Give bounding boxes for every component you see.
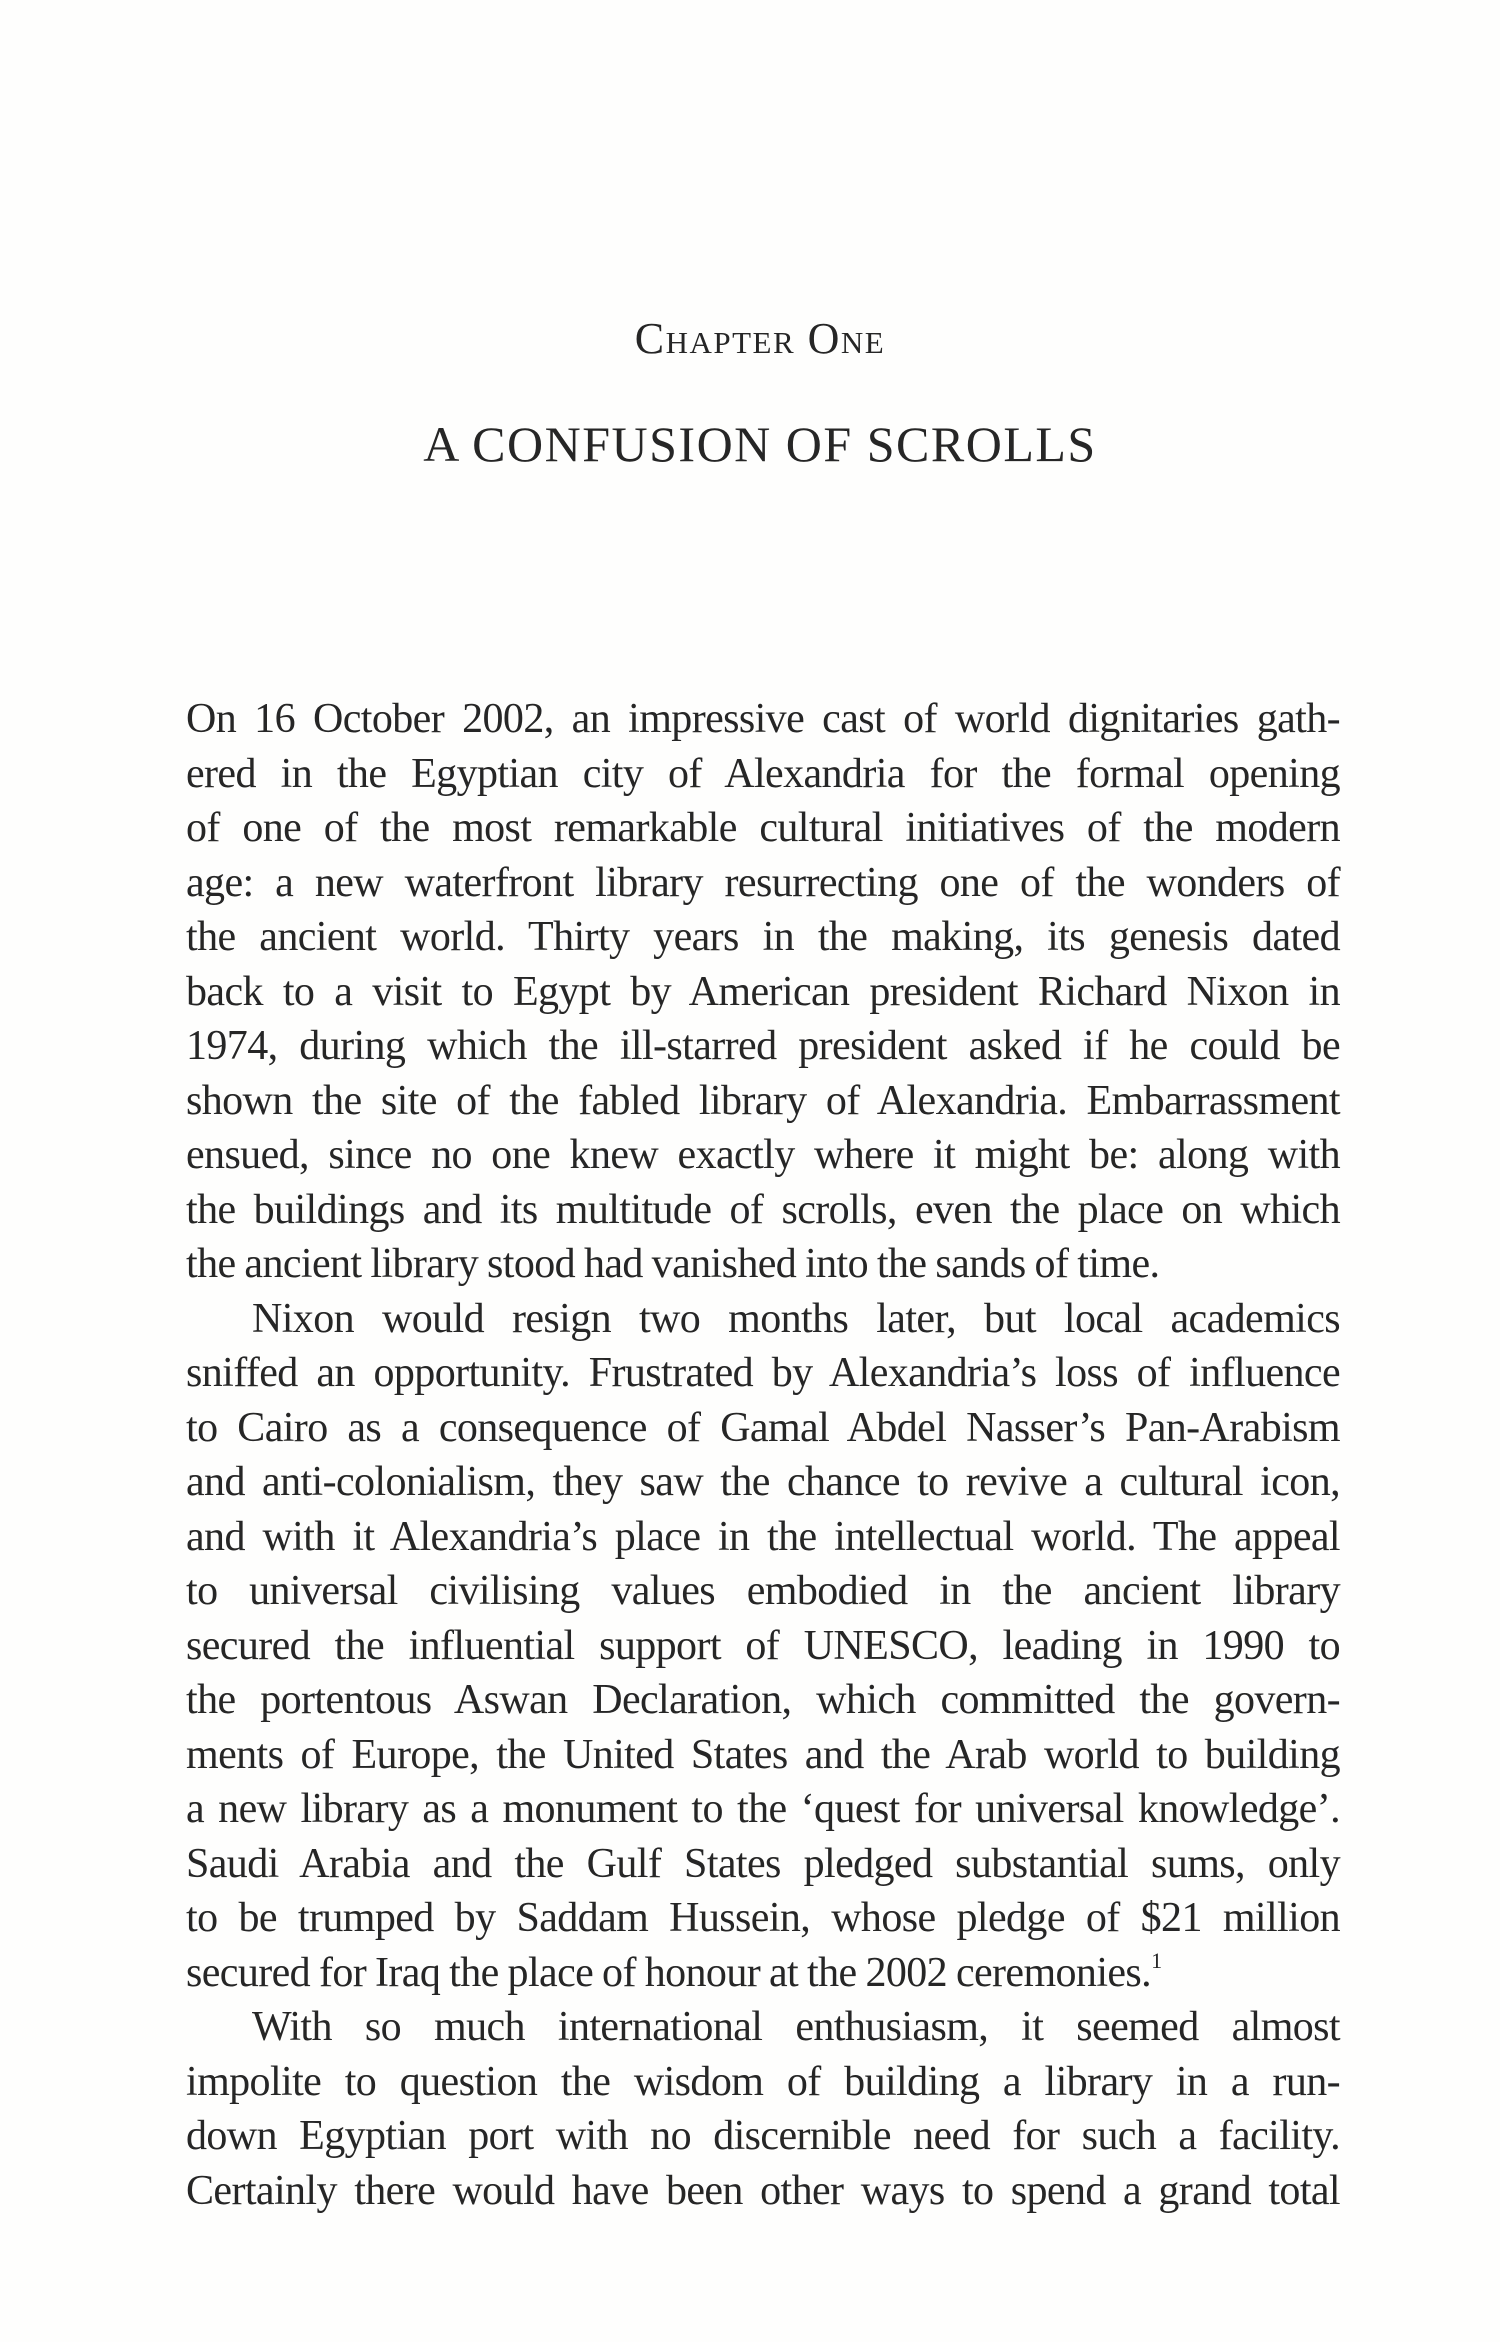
text-line: the ancient world. Thirty years in the making, its genesis dated (186, 914, 1340, 960)
paragraph-2 (186, 1292, 1340, 2001)
text-line: the ancient library stood had vanished into the sands of time. (186, 1241, 1160, 1287)
chapter-title: A CONFUSION OF SCROLLS (423, 416, 1097, 472)
text-line: secured for Iraq the place of honour at the 2002 ceremonies. (186, 1949, 1152, 1996)
text-line: ensued, since no one knew exactly where it might be: along with (186, 1132, 1340, 1178)
text-line: ments of Europe, the United States and the Arab world to building (186, 1731, 1340, 1778)
chapter-label: Chapter One (634, 314, 886, 363)
text-line: Saudi Arabia and the Gulf States pledged substantial sums, only (186, 1840, 1340, 1887)
text-line: and with it Alexandria’s place in the intellectual world. The appeal (186, 1513, 1340, 1560)
text-line: and anti-colonialism, they saw the chance to revive a cultural icon, (186, 1459, 1340, 1505)
text-line: to be trumped by Saddam Hussein, whose pledge of $21 million (186, 1895, 1340, 1941)
text-line: the buildings and its multitude of scrolls, even the place on which (186, 1186, 1340, 1233)
text-line: a new library as a monument to the ‘quest for universal knowledge’. (186, 1786, 1340, 1832)
text-line: down Egyptian port with no discernible need for such a facility. (186, 2113, 1340, 2159)
text-line: With so much international enthusiasm, it seemed almost (252, 2004, 1340, 2050)
text-line: Nixon would resign two months later, but local academics (252, 1295, 1340, 1342)
text-line: ered in the Egyptian city of Alexandria for the formal opening (186, 750, 1340, 797)
text-line: the portentous Aswan Declaration, which committed the govern- (186, 1677, 1340, 1723)
text-line-with-footnote (186, 1946, 1340, 2001)
chapter-body (186, 692, 1340, 2218)
paragraph-1 (186, 692, 1340, 1292)
text-line: On 16 October 2002, an impressive cast of world dignitaries gath- (186, 696, 1340, 742)
text-line: sniffed an opportunity. Frustrated by Alexandria’s loss of influence (186, 1350, 1340, 1396)
text-line: secured the influential support of UNESCO, leading in 1990 to (186, 1622, 1340, 1669)
text-line: age: a new waterfront library resurrecting one of the wonders of (186, 859, 1340, 906)
text-line: 1974, during which the ill-starred president asked if he could be (186, 1023, 1340, 1069)
text-line: impolite to question the wisdom of building a library in a run- (186, 2058, 1340, 2105)
text-line: to universal civilising values embodied in the ancient library (186, 1568, 1340, 1614)
text-line: back to a visit to Egypt by American president Richard Nixon in (186, 968, 1340, 1015)
text-line: of one of the most remarkable cultural initiatives of the modern (186, 805, 1340, 851)
text-line: shown the site of the fabled library of Alexandria. Embarrassment (186, 1077, 1340, 1124)
text-line: to Cairo as a consequence of Gamal Abdel Nasser’s Pan-Arabism (186, 1404, 1340, 1451)
footnote-marker[interactable]: 1 (1151, 1947, 1162, 1973)
text-line: Certainly there would have been other ways to spend a grand total (186, 2167, 1340, 2214)
paragraph-3 (186, 2000, 1340, 2218)
